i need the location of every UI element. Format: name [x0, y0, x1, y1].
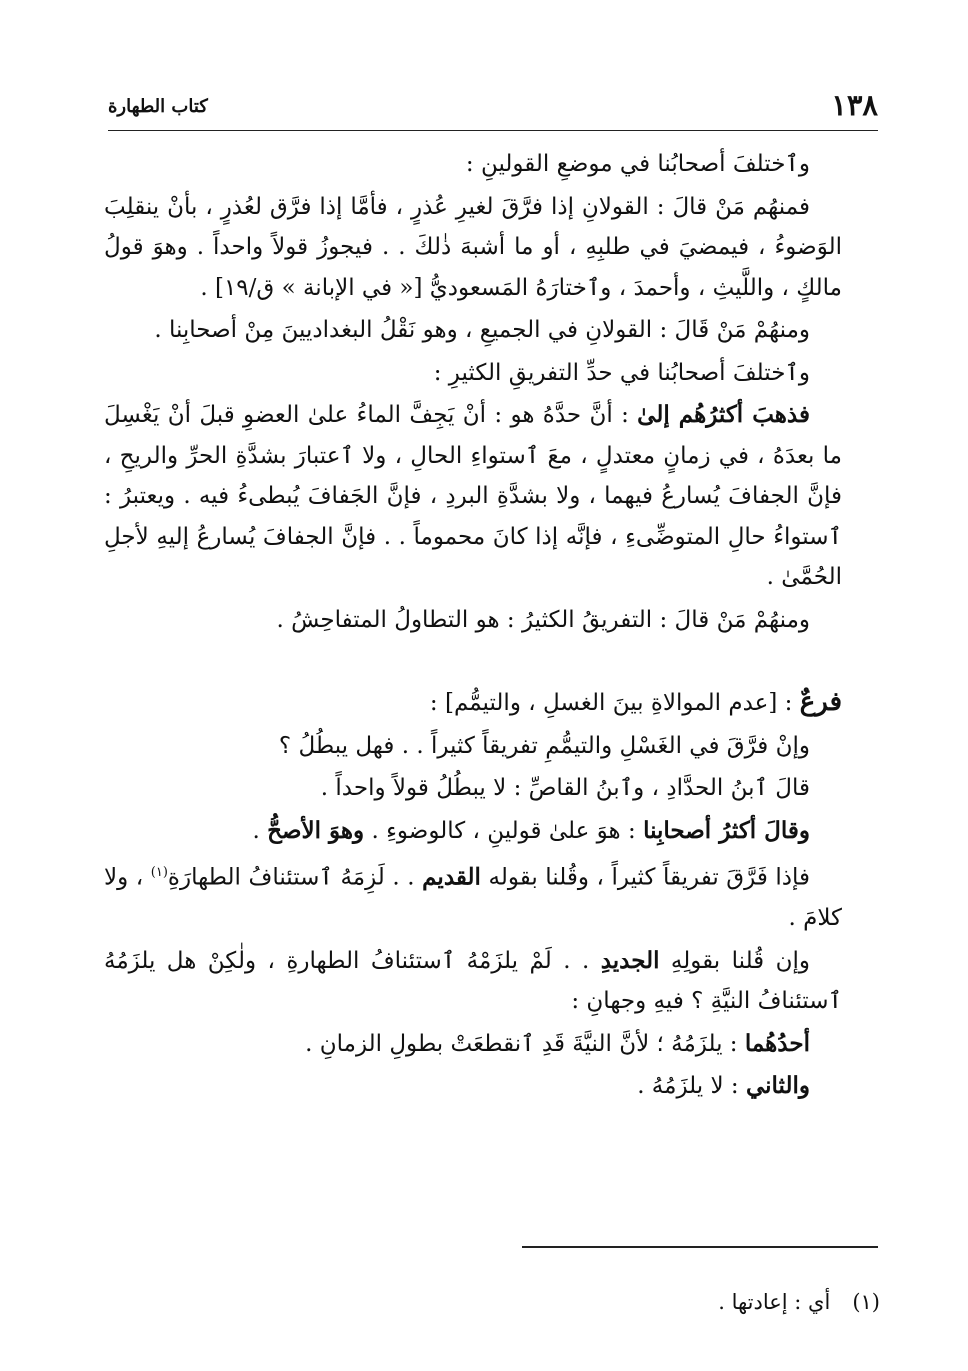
paragraph-text: : لا يلزَمُهُ .	[637, 1073, 746, 1100]
page-number: ١٣٨	[831, 88, 878, 122]
section-heading	[104, 682, 842, 724]
paragraph-text: : هوَ علىٰ قولينِ ، كالوضوءِ .	[364, 817, 644, 844]
far-heading: فرعٌ	[799, 687, 842, 717]
paragraph: ومنهُمْ مَنْ قالَ : التفريقُ الكثيرُ : هو التطاولُ المتفاحِشُ .	[276, 606, 810, 633]
main-text	[104, 144, 842, 1109]
bold-phrase: فذهبَ أكثرُهُم إلىٰ	[637, 401, 810, 428]
paragraph-text: فإذا فَرَّقَ تفريقاً كثيراً ، وقُلنا بقوله	[480, 864, 811, 891]
page-header	[108, 86, 878, 131]
paragraph: وٱختلفَ أصحابُنا في حدِّ التفريقِ الكثيرِ :	[433, 359, 810, 386]
paragraph	[104, 811, 842, 852]
bold-phrase: وقالَ أكثرُ أصحابِنا	[643, 816, 810, 844]
paragraph-text: وإن قُلنا بقولِهِ	[659, 947, 810, 974]
paragraph-text: : أنَّ حدَّهُ هو : أنْ يَجِفَّ الماءُ علىٰ العضوِ قبلَ أنْ يَغْسِلَ ما بعدَهُ ، في زمانٍ معتدلٍ ، معَ ٱستواءِ الحالِ ، ولا ٱعتبارَ بشدَّةِ الحرِّ والريحِ ، فإنَّ الجفافَ يُسارعُ فيهما ، ولا بشدَّةِ البردِ ، فإنَّ الجَفافَ يُبطىءُ فيه . ويعتبرُ : ٱستواءُ حالِ المتوضِّىءِ ، فإنَّه إذا كانَ محموماً . . فإنَّ الجفافَ يُسارعُ إليهِ لأجلِ الحُمَّىٰ .	[104, 402, 842, 590]
paragraph-text: : يلزَمُهُ ؛ لأنَّ النيَّةَ قَدِ ٱنقطعَتْ بطولِ الزمانِ .	[305, 1030, 745, 1057]
paragraph: ومنهُمْ مَنْ قَالَ : القولانِ في الجميعِ ، وهو نَقْلُ البغداديينَ مِنْ أصحابِنا .	[154, 317, 810, 343]
bold-phrase: وهوَ الأصحُّ	[267, 816, 365, 844]
bold-phrase: والثاني	[745, 1072, 810, 1100]
bold-phrase: أحدُهُما	[744, 1029, 810, 1057]
paragraph-text: . . لَزِمَهُ ٱستئنافُ الطهارَةِ	[167, 864, 423, 891]
paragraph	[104, 941, 842, 1022]
bold-phrase: القديم	[422, 863, 481, 891]
paragraph	[104, 853, 842, 939]
footnote-number: (١)	[852, 1290, 880, 1314]
heading-text: : [عدم الموالاةِ بينَ الغسلِ ، والتيمُّم] :	[429, 690, 800, 716]
paragraph	[104, 1066, 842, 1107]
bold-phrase: الجديدِ	[600, 946, 660, 974]
paragraph	[104, 1024, 842, 1065]
paragraph-text: .	[252, 817, 268, 844]
paragraph: وإنْ فرَّقَ في الغَسْلِ والتيمُّمِ تفريقاً كثيراً . . فهل يبطُلُ ؟	[278, 732, 810, 759]
paragraph: فمنهُم مَنْ قالَ : القولانِ إذا فرَّقَ لغيرِ عُذرٍ ، فأمَّا إذا فرَّق لعُذرٍ ، بأنْ ينقلِبَ الوَضوءُ ، فيمضيَ في طلبِهِ ، أو ما أشبهَ ذٰلكَ . . فيجوزُ قولاً واحداً . وهوَ قولُ مالكٍ ، واللَّيثِ ، وأحمدَ ، وٱختارَهُ المَسعوديُّ [« في الإبانة » ق/١٩] .	[104, 193, 842, 301]
paragraph-text: ، ولا كلامَ .	[104, 864, 842, 932]
footnote-divider	[522, 1246, 878, 1248]
paragraph-text: . . لَمْ يلزَمْهُ ٱستئنافُ الطهارةِ ، ولٰكِنْ هل يلزَمُهُ ٱستئنافُ النيَّةِ ؟ فيهِ وجهانِ :	[104, 947, 842, 1015]
section-gap	[104, 642, 842, 682]
running-title: كتاب الطهارة	[108, 96, 208, 117]
footnote-text: أي : إعادتها .	[718, 1290, 831, 1314]
paragraph	[104, 395, 842, 598]
paragraph: قالَ ٱبنُ الحدَّادِ ، وٱبنُ القاصِّ : لا يبطُلُ قولاً واحداً .	[320, 775, 810, 801]
footnote-marker: (١)	[150, 865, 168, 880]
footnote	[718, 1290, 880, 1314]
paragraph: وٱختلفَ أصحابُنا في موضعِ القولينِ :	[465, 151, 810, 177]
